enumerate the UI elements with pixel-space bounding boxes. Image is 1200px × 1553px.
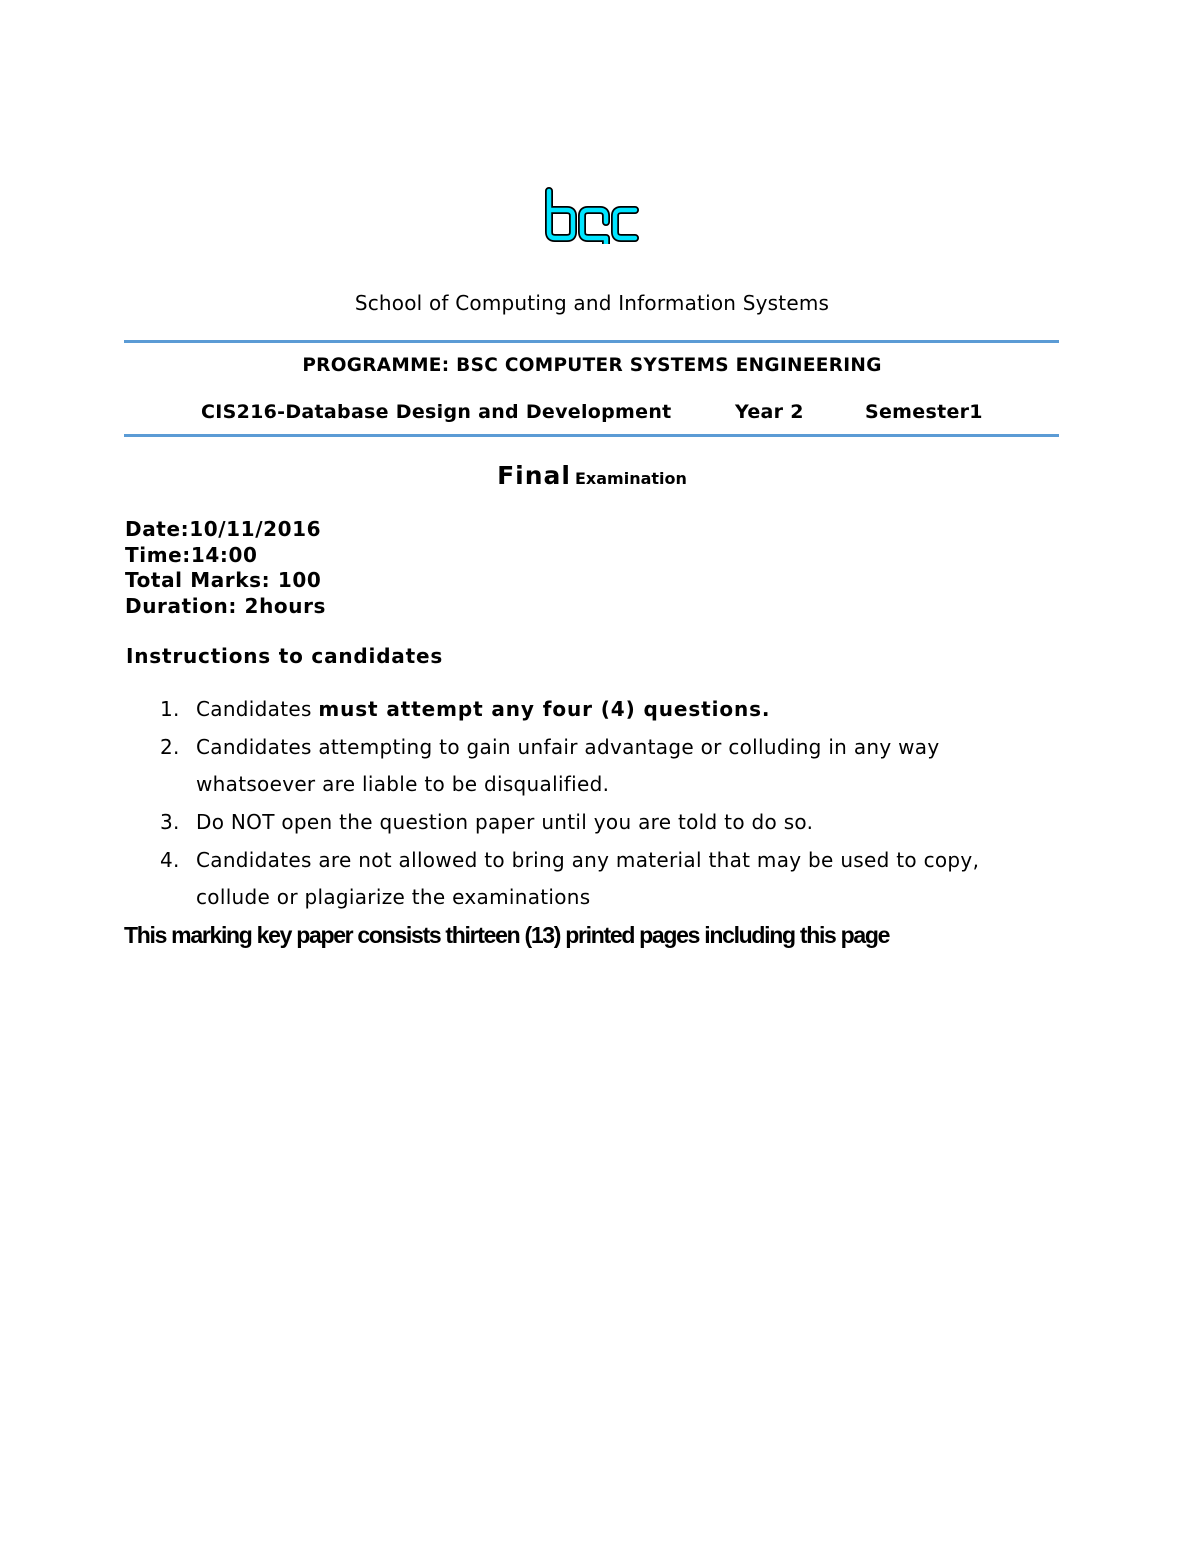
page-count-note: This marking key paper consists thirteen (13) printed pages including this page [124,922,890,948]
course-title: CIS216-Database Design and Development [201,401,672,423]
bqc-logo [540,186,644,244]
instruction-text: Do NOT open the question paper until you are told to do so. [196,810,814,834]
exam-date: Date:10/11/2016 [125,517,322,541]
instruction-item [160,691,1040,728]
instruction-item [160,804,1040,841]
exam-title-main: Final [497,461,571,490]
instruction-number: 3. [160,810,180,834]
course-semester: Semester1 [865,401,983,423]
header-rule-bottom [124,434,1059,437]
instruction-emphasis: must attempt any four (4) questions. [318,697,771,721]
instruction-item [160,729,1040,803]
instruction-item [160,842,1040,916]
exam-details [125,517,326,619]
programme-title: PROGRAMME: BSC COMPUTER SYSTEMS ENGINEERING [302,355,882,376]
instruction-text: Candidates are not allowed to bring any material that may be used to copy, collude or plagiarize the examinations [196,848,980,909]
course-year: Year 2 [735,401,804,423]
instruction-text: Candidates attempting to gain unfair advantage or colluding in any way whatsoever are liable to be disqualified. [196,735,940,796]
instruction-number: 2. [160,735,180,759]
instruction-number: 4. [160,848,180,872]
exam-title-sub: Examination [574,469,687,488]
exam-time: Time:14:00 [125,542,258,567]
school-name: School of Computing and Information Systems [354,291,830,315]
exam-total-marks: Total Marks: 100 [125,568,322,592]
instruction-text: Candidates [196,697,319,721]
logo-letters [549,191,635,244]
instructions-list [160,691,1040,917]
exam-title [0,461,1184,490]
instructions-heading: Instructions to candidates [126,644,444,668]
header-rule-top [124,340,1059,343]
instruction-number: 1. [160,697,180,721]
exam-duration: Duration: 2hours [125,593,327,618]
